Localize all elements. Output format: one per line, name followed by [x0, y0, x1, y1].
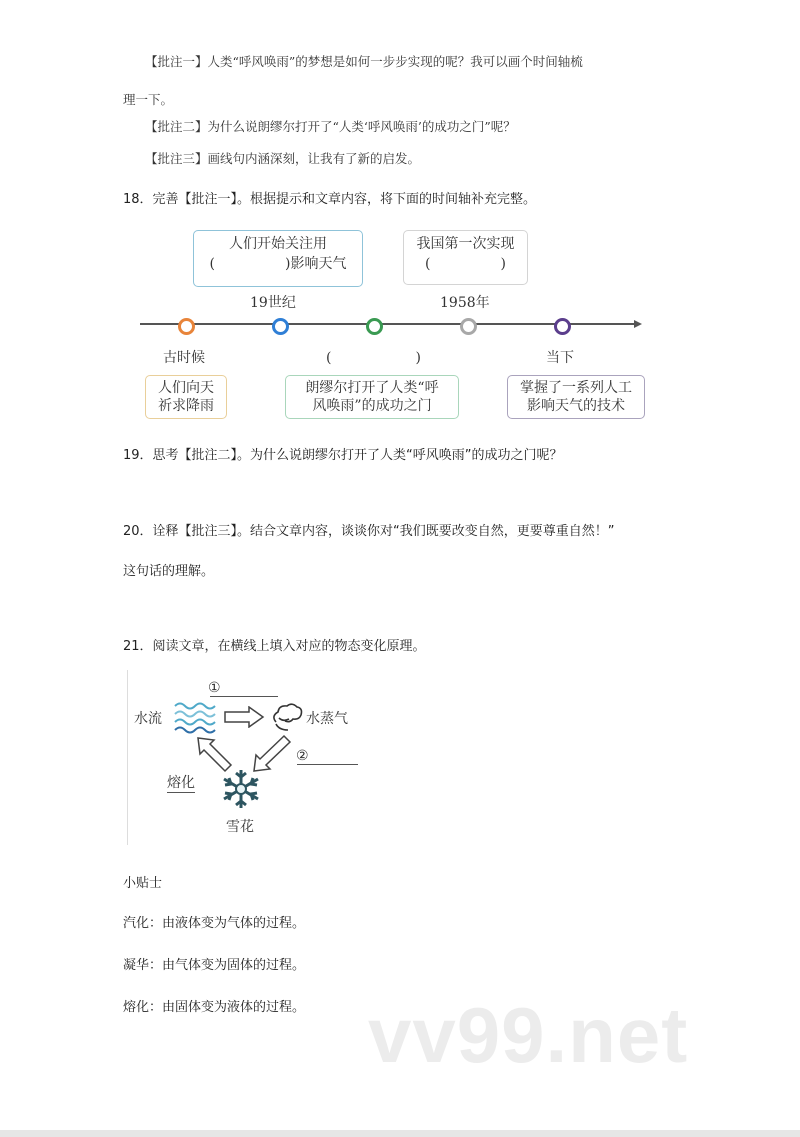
- label-vapor: 水蒸气: [306, 711, 348, 727]
- box-text: ( )影响天气: [209, 256, 347, 272]
- question-18: 18．完善【批注一】。根据提示和文章内容，将下面的时间轴补充完整。: [123, 192, 537, 207]
- box-text: ( ): [425, 256, 506, 272]
- waves-icon: [173, 700, 217, 736]
- label-water: 水流: [134, 711, 162, 727]
- question-20-cont: 这句话的理解。: [123, 564, 215, 579]
- label-blank: ( ): [326, 350, 421, 366]
- box-text: 人们开始关注用: [229, 236, 327, 252]
- label-ancient: 古时候: [163, 350, 205, 366]
- tip-item: 汽化：由液体变为气体的过程。: [123, 916, 306, 931]
- arrow-right-icon: [223, 706, 265, 728]
- timeline-node-1958: [460, 318, 477, 335]
- question-19: 19．思考【批注二】。为什么说朗缪尔打开了人类“呼风唤雨”的成功之门呢？: [123, 448, 563, 463]
- timeline-node-blank: [366, 318, 383, 335]
- tips-title: 小贴士: [123, 876, 163, 891]
- divider: [127, 670, 128, 845]
- annotation-3: 【批注三】画线句内涵深刻，让我有了新的启发。: [145, 151, 421, 166]
- timeline-box-now: [507, 375, 645, 419]
- label-melt: 熔化: [167, 772, 195, 793]
- page-bottom-edge: [0, 1130, 800, 1137]
- question-20: 20．诠释【批注三】。结合文章内容，谈谈你对“我们既要改变自然，更要尊重自然！”: [123, 524, 615, 539]
- box-text: 掌握了一系列人工: [520, 380, 632, 396]
- timeline-box-ancient: [145, 375, 227, 419]
- annotation-1-cont: 理一下。: [123, 92, 174, 107]
- box-text: 人们向天: [158, 380, 214, 396]
- label-now: 当下: [546, 350, 574, 366]
- snowflake-icon: [219, 767, 263, 811]
- label-19c: 19世纪: [250, 295, 296, 311]
- timeline-node-19c: [272, 318, 289, 335]
- timeline-box-langmuir: [285, 375, 459, 419]
- blank-2-marker: ②: [296, 748, 309, 764]
- box-text: 我国第一次实现: [416, 236, 515, 252]
- timeline-node-now: [554, 318, 571, 335]
- box-text: 风唤雨”的成功之门: [312, 398, 432, 414]
- tip-item: 凝华：由气体变为固体的过程。: [123, 958, 306, 973]
- question-21: 21．阅读文章，在横线上填入对应的物态变化原理。: [123, 639, 426, 654]
- timeline-node-ancient: [178, 318, 195, 335]
- blank-1-marker: ①: [208, 680, 221, 696]
- box-text: 影响天气的技术: [527, 398, 625, 414]
- watermark: vv99.net: [368, 991, 689, 1079]
- blank-1-line[interactable]: [210, 696, 278, 697]
- timeline-box-1958: [403, 230, 528, 285]
- box-text: 朗缪尔打开了人类“呼: [305, 380, 439, 396]
- annotation-2: 【批注二】为什么说朗缪尔打开了“人类‘呼风唤雨’的成功之门”呢？: [145, 119, 516, 134]
- arrow-head-icon: [634, 320, 642, 328]
- blank-2-line[interactable]: [297, 764, 358, 765]
- annotation-1: 【批注一】人类“呼风唤雨”的梦想是如何一步步实现的呢？我可以画个时间轴梳: [145, 54, 583, 69]
- tip-item: 熔化：由固体变为液体的过程。: [123, 1000, 306, 1015]
- vapor-cloud-icon: [270, 702, 304, 732]
- label-1958: 1958年: [440, 295, 490, 311]
- box-text: 祈求降雨: [158, 398, 214, 414]
- timeline-box-19c: [193, 230, 363, 287]
- label-snow: 雪花: [226, 819, 254, 835]
